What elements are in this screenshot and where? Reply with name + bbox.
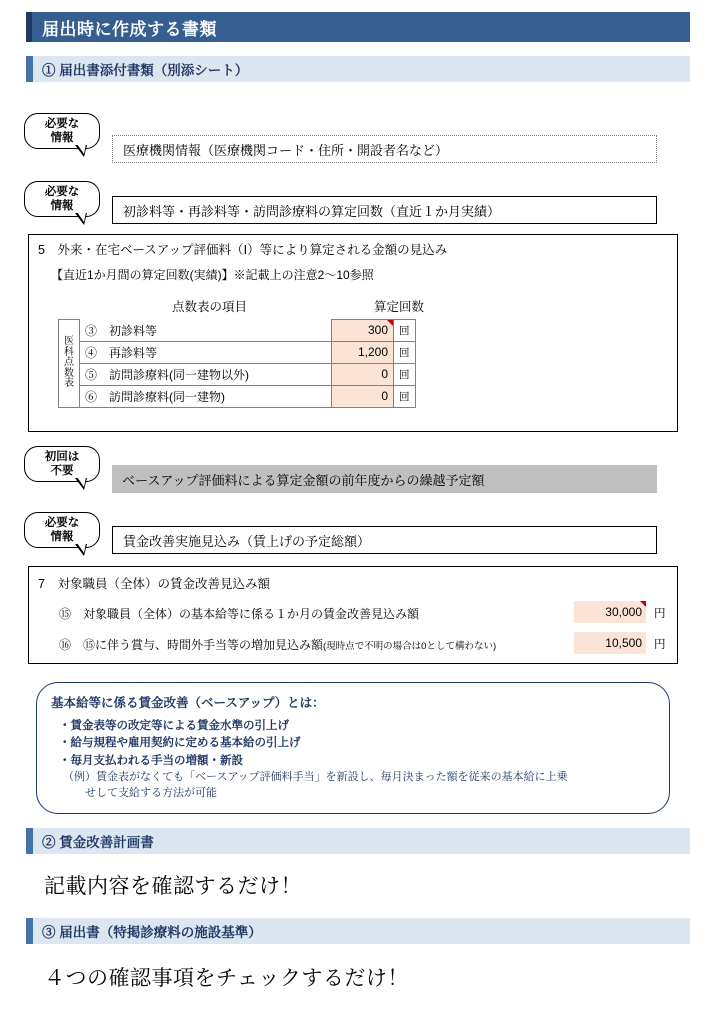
table-row xyxy=(59,341,416,363)
table-row xyxy=(59,320,416,342)
form-7-row-2-unit: 円 xyxy=(654,639,666,651)
callout-bubble-3-line2: 不要 xyxy=(50,465,74,477)
section-3-label: ③ 届出書（特掲診療料の施設基準） xyxy=(42,925,262,940)
section-3-bar xyxy=(26,918,33,944)
info-row-2 xyxy=(112,196,657,224)
form-5-title: 5 外来・在宅ベースアップ評価料（Ⅰ）等により算定される金額の見込み xyxy=(38,243,448,257)
section-header-2 xyxy=(26,828,690,854)
form-5-subtitle: 【直近1か月間の算定回数(実績)】※記載上の注意2〜10参照 xyxy=(51,268,374,282)
callout-bubble-3-line1: 初回は xyxy=(44,450,80,463)
info-row-1 xyxy=(112,135,657,163)
callout-tail-icon xyxy=(75,544,87,556)
form-5-row-1-unit: 回 xyxy=(394,320,416,342)
explanation-bullet-1: ・賃金表等の改定等による賃金水準の引上げ xyxy=(59,720,289,732)
form-5-row-2-label: ④ 再診料等 xyxy=(80,341,332,363)
explanation-title: 基本給等に係る賃金改善（ベースアップ）とは： xyxy=(51,696,325,710)
explanation-bullets xyxy=(59,718,568,802)
callout-bubble-4 xyxy=(24,512,100,548)
callout-bubble-1-line1: 必要な xyxy=(44,117,80,130)
section-header-3 xyxy=(26,918,690,944)
info-row-2-text: 初診料等・再診料等・訪問診療料の算定回数（直近１か月実績） xyxy=(123,203,501,219)
form-5-row-2-unit: 回 xyxy=(394,341,416,363)
callout-tail-icon xyxy=(75,478,87,490)
form-5-row-1-value xyxy=(332,320,394,342)
form-5-row-3-unit: 回 xyxy=(394,363,416,385)
explanation-bullet-2: ・給与規程や雇用契約に定める基本給の引上げ xyxy=(59,737,301,750)
form-5-row-4-label: ⑥ 訪問診療料(同一建物) xyxy=(80,385,332,407)
form-7-row-1-value xyxy=(574,601,646,623)
form-5-header-item: 点数表の項目 xyxy=(172,300,248,314)
form-7-row-2-label-note: (現時点で不明の場合は0として構わない) xyxy=(323,641,497,652)
form-5-row-3-label: ⑤ 訪問診療料(同一建物以外) xyxy=(80,363,332,385)
callout-tail-icon xyxy=(75,145,87,157)
page-title: 届出時に作成する書類 xyxy=(42,19,217,39)
explanation-note-line-2: せして支給する方法が可能 xyxy=(85,786,217,799)
form-5-row-1-value-text: 300 xyxy=(367,323,388,338)
info-row-1-text: 医療機関情報（医療機関コード・住所・開設者名など） xyxy=(123,142,449,158)
form-5-table xyxy=(58,319,416,408)
cell-corner-marker-icon xyxy=(640,601,646,607)
callout-bubble-2-line2: 情報 xyxy=(50,200,74,212)
table-row xyxy=(59,363,416,385)
callout-tail-icon xyxy=(75,213,87,225)
callout-bubble-2-line1: 必要な xyxy=(44,185,80,198)
form-5-header-count: 算定回数 xyxy=(374,300,425,314)
form-5-row-4-value: 0 xyxy=(332,385,394,407)
info-row-3 xyxy=(112,465,657,493)
callout-bubble-3 xyxy=(24,446,100,482)
info-row-4 xyxy=(112,526,657,554)
form-7-row-1-unit: 円 xyxy=(654,608,666,620)
callout-bubble-1-line2: 情報 xyxy=(50,132,74,144)
form-7-title: 7 対象職員（全体）の賃金改善見込み額 xyxy=(38,577,270,591)
section-2-label: ② 賃金改善計画書 xyxy=(42,835,154,850)
form-7-row-2-value: 10,500 xyxy=(574,632,646,654)
form-5-vertical-label: 医 科 点 数 表 xyxy=(59,320,80,408)
form-7-row-1-label: ⑮ 対象職員（全体）の基本給等に係る１か月の賃金改善見込み額 xyxy=(59,607,420,621)
page-title-bar xyxy=(26,12,690,42)
form-5-row-4-unit: 回 xyxy=(394,385,416,407)
form-7-row-1-value-text: 30,000 xyxy=(605,605,642,619)
form-5-row-2-value: 1,200 xyxy=(332,341,394,363)
callout-bubble-1 xyxy=(24,113,100,149)
info-row-3-text: ベースアップ評価料による算定金額の前年度からの繰越予定額 xyxy=(122,472,485,488)
form-7-row-2-label xyxy=(59,636,496,653)
explanation-bullet-3: ・毎月支払われる手当の増額・新設 xyxy=(59,754,243,767)
section-header-1 xyxy=(26,56,690,82)
explanation-note-line-1: （例）賃金表がなくても「ベースアップ評価料手当」を新設し、毎月決まった額を従来の基本給に上乗 xyxy=(63,770,568,783)
section-1-bar xyxy=(26,56,33,82)
section-1-label: ① 届出書添付書類（別添シート） xyxy=(42,63,249,78)
section-2-message: 記載内容を確認するだけ！ xyxy=(44,875,302,898)
info-row-4-text: 賃金改善実施見込み（賃上げの予定総額） xyxy=(123,533,371,549)
callout-bubble-4-line2: 情報 xyxy=(50,531,74,543)
form-7-row-2-label-main: ⑯ ⑮に伴う賞与、時間外手当等の増加見込み額 xyxy=(59,638,324,652)
cell-corner-marker-icon xyxy=(387,320,393,326)
form-5-row-3-value: 0 xyxy=(332,363,394,385)
section-2-bar xyxy=(26,828,33,854)
table-row xyxy=(59,385,416,407)
form-excerpt-7 xyxy=(28,566,678,664)
form-5-row-1-label: ③ 初診料等 xyxy=(80,320,332,342)
callout-bubble-2 xyxy=(24,181,100,217)
callout-bubble-4-line1: 必要な xyxy=(44,516,80,529)
explanation-box xyxy=(36,682,670,814)
form-excerpt-5 xyxy=(28,234,678,432)
section-3-message: ４つの確認事項をチェックするだけ！ xyxy=(44,967,409,990)
